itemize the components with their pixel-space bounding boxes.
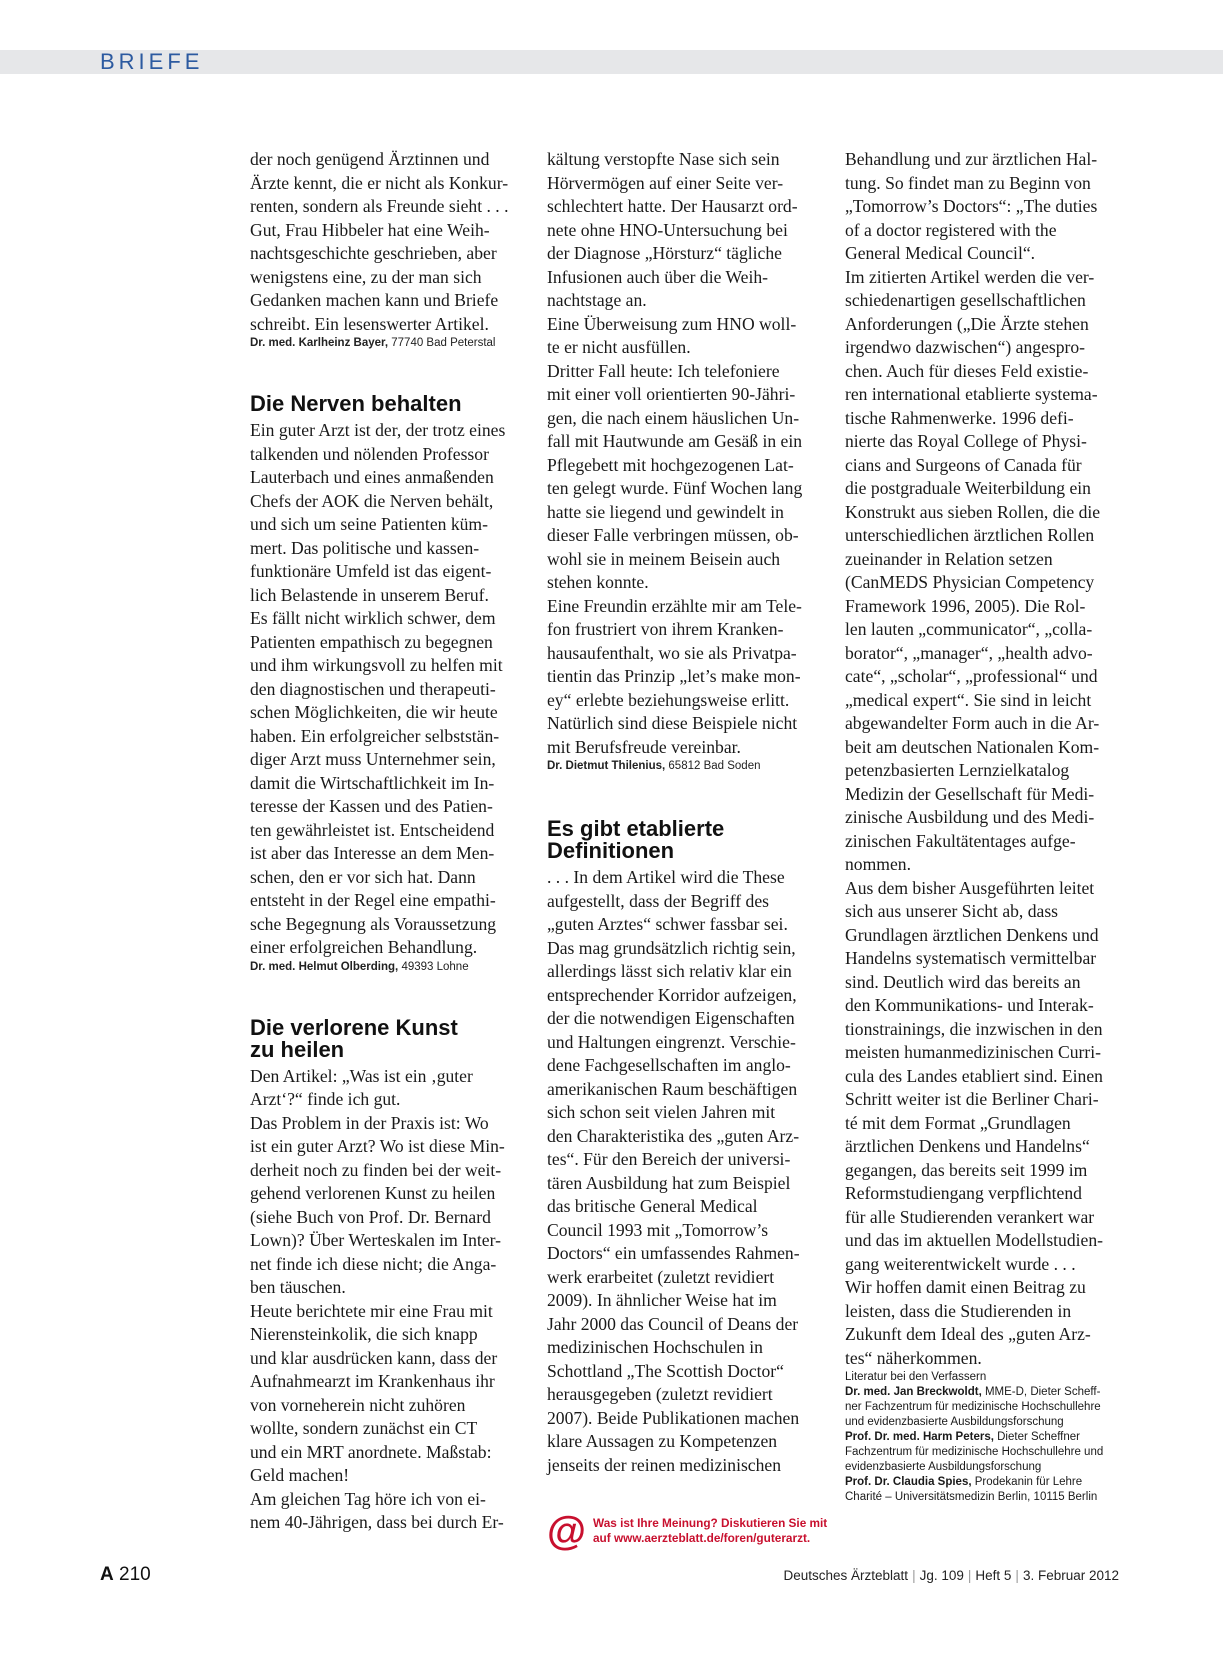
journal-footer — [784, 1568, 1120, 1583]
author-affiliation: Dieter Scheffner Fachzentrum für medizinische Hochschullehre und evidenzbasierte Ausbildungsforschung — [845, 1431, 1104, 1473]
column-3 — [845, 148, 1127, 1505]
author-affiliation: MME-D, Dieter Scheff- ner Fachzentrum für medizinische Hochschullehre und evidenzbasierte Ausbildungsforschung — [845, 1386, 1101, 1428]
journal-date: 3. Februar 2012 — [1022, 1568, 1119, 1583]
footer-separator: | — [912, 1568, 916, 1583]
journal-volume: Jg. 109 — [919, 1568, 964, 1583]
letter-text: der noch genügend Ärztinnen und Ärzte kennt, die er nicht als Konkur- renten, sondern als Freunde sieht . . . Gut, Frau Hibbeler hat eine Weih- nachtsgeschichte geschrieben, aber wenigstens eine, zu der man sich Gedanken machen kann und Briefe schreibt. Ein lesenswerter Artikel. — [250, 149, 509, 334]
letter-heading: Die Nerven behalten — [250, 391, 462, 416]
column-2 — [547, 148, 820, 1477]
section-label: BRIEFE — [100, 49, 204, 74]
journal-name: Deutsches Ärzteblatt — [783, 1568, 909, 1583]
footer-separator: | — [1015, 1568, 1019, 1583]
letter-text: . . . In dem Artikel wird die These aufgestellt, dass der Begriff des „guten Arztes“ schwer fassbar sei. Das mag grundsätzlich richtig sein, allerdings lässt sich relativ klar ein entsprechender Korridor aufzeigen, der die notwendigen Eigenschaften und Haltungen eingrenzt. Verschie- dene Fachgesellschaften im anglo- amerikanischen Raum beschäftigen sich schon seit vielen Jahren mit den Charakteristika des „guten Arz- tes“. Für den Bereich der universi- tären Ausbildung hat zum Beispiel das britische General Medical Council 1993 mit „Tomorrow’s Doctors“ ein umfassendes Rahmen- werk erarbeitet (zuletzt revidiert 2009). In ähnlicher Weise hat im Jahr 2000 das Council of Deans der medizinischen Hochschulen in Schottland „The Scottish Doctor“ herausgegeben (zuletzt revidiert 2007). Beide Publikationen machen klare Aussagen zu Kompetenzen jenseits der reinen medizinischen — [547, 867, 800, 1475]
letter-heading: Es gibt etablierte Definitionen — [547, 816, 725, 863]
author-block — [845, 1475, 1127, 1505]
footer-separator: | — [967, 1568, 972, 1583]
page-prefix: A — [100, 1564, 114, 1585]
author-place: 65812 Bad Soden — [665, 760, 761, 772]
page-number-value: 210 — [113, 1564, 151, 1585]
author-name: Prof. Dr. Claudia Spies, — [845, 1476, 972, 1488]
letter-signature — [547, 759, 820, 774]
letter-signature — [250, 960, 522, 975]
letter-text: Den Artikel: „Was ist ein ‚guter Arzt‘?“ finde ich gut. Das Problem in der Praxis ist: Wo ist ein guter Arzt? Wo ist diese Min- derheit noch zu finden bei der weit- gehend verlorenen Kunst zu heilen (siehe Buch von Prof. Dr. Bernard Lown)? Über Werteskalen im Inter- net finde ich diese nicht; die Anga- ben täuschen. Heute berichtete mir eine Frau mit Nierensteinkolik, die sich knapp und klar ausdrücken kann, dass der Aufnahmearzt im Krankenhaus ihr von vorneherein nicht zuhören wollte, sondern zunächst ein CT und ein MRT anordnete. Maßstab: Geld machen! Am gleichen Tag höre ich von ei- nem 40-Jährigen, dass bei durch Er- — [250, 1065, 505, 1532]
author-affiliation: Prodekanin für Lehre Charité – Universitätsmedizin Berlin, 10115 Berlin — [845, 1476, 1098, 1503]
author-name: Dr. Dietmut Thilenius, — [547, 760, 666, 772]
author-name: Dr. med. Helmut Olberding, — [250, 960, 399, 973]
letter-text: kältung verstopfte Nase sich sein Hörvermögen auf einer Seite ver- schlechtert hatte. Der Hausarzt ord- nete ohne HNO-Untersuchung bei der Diagnose „Hörsturz“ tägliche Infusionen auch über die Weih- nachtstage an. Eine Überweisung zum HNO woll- te er nicht ausfüllen. Dritter Fall heute: Ich telefoniere mit einer voll orientierten 90-Jähri- gen, die nach einem häuslichen Un- fall mit Hautwunde am Gesäß in ein Pflegebett mit hochgezogenen Lat- ten gelegt wurde. Fünf Wochen lang hatte sie liegend und gewindelt in dieser Falle verbringen müssen, ob- wohl sie in meinem Beisein auch stehen konnte. Eine Freundin erzählte mir am Tele- fon frustriert von ihrem Kranken- hausaufenthalt, wo sie als Privatpa- tientin das Prinzip „let’s make mon- ey“ erlebte beziehungsweise erlitt. Natürlich sind diese Beispiele nicht mit Berufsfreude vereinbar. — [547, 149, 803, 757]
journal-issue: Heft 5 — [975, 1568, 1012, 1583]
at-sign-icon: @ — [547, 1509, 587, 1553]
author-block — [845, 1385, 1127, 1430]
author-place: 49393 Lohne — [398, 960, 469, 973]
author-place: 77740 Bad Peterstal — [388, 337, 496, 349]
column-1 — [250, 148, 522, 1535]
letter-text: Behandlung und zur ärztlichen Hal- tung. So findet man zu Beginn von „Tomorrow’s Doctors“: „The duties of a doctor registered with the General Medical Council“. Im zitierten Artikel werden die ver- schiedenartigen gesellschaftlichen Anforderungen („Die Ärzte stehen irgendwo dazwischen“) angespro- chen. Auch für dieses Feld existie- ren international etablierte systema- tische Rahmenwerke. 1996 defi- nierte das Royal College of Physi- cians and Surgeons of Canada für die postgraduale Weiterbildung ein Konstrukt aus sieben Rollen, die die unterschiedlichen ärztlichen Rollen zueinander in Relation setzen (CanMEDS Physician Competency Framework 1996, 2005). Die Rol- len lauten „communicator“, „colla- borator“, „manager“, „health advo- cate“, „scholar“, „professional“ und „medical expert“. Sie sind in leicht abgewandelter Form auch in die Ar- beit am deutschen Nationalen Kom- petenzbasierten Lernzielkatalog Medizin der Gesellschaft für Medi- zinische Ausbildung und des Medi- zinischen Fakultätentages aufge- nommen. Aus dem bisher Ausgeführten leitet sich aus unserer Sicht ab, dass Grundlagen ärztlichen Denkens und Handelns systematisch vermittelbar sind. Deutlich wird das bereits an den Kommunikations- und Interak- tionstrainings, die inzwischen in den meisten humanmedizinischen Curri- cula des Landes etabliert sind. Einen Schritt weiter ist die Berliner Chari- té mit dem Format „Grundlagen ärztlichen Denkens und Handelns“ gegangen, das bereits seit 1999 im Reformstudiengang verpflichtend für alle Studierenden verankert war und das im aktuellen Modellstudien- gang weiterentwickelt wurde . . . Wir hoffen damit einen Beitrag zu leisten, dass die Studierenden in Zukunft dem Ideal des „guten Arz- tes“ näherkommen. — [845, 149, 1103, 1368]
discussion-callout[interactable] — [547, 1509, 837, 1554]
discussion-link[interactable]: Was ist Ihre Meinung? Diskutieren Sie mit auf www.aerzteblatt.de/foren/guterarzt. — [593, 1516, 828, 1545]
author-block — [845, 1430, 1127, 1475]
spacer — [547, 774, 820, 818]
author-name: Prof. Dr. med. Harm Peters, — [845, 1431, 994, 1443]
spacer — [250, 351, 522, 393]
literature-note: Literatur bei den Verfassern — [845, 1371, 987, 1383]
letter-signature — [250, 336, 522, 351]
author-name: Dr. med. Jan Breckwoldt, — [845, 1386, 982, 1398]
letter-text: Ein guter Arzt ist der, der trotz eines talkenden und nölenden Professor Lauterbach und eines anmaßenden Chefs der AOK die Nerven behält, und sich um seine Patienten küm- mert. Das politische und kassen- funktionäre Umfeld ist das eigent- lich Belastende in unserem Beruf. Es fällt nicht wirklich schwer, dem Patienten empathisch zu begegnen und ihm wirkungsvoll zu helfen mit den diagnostischen und therapeuti- schen Möglichkeiten, die wir heute haben. Ein erfolgreicher selbststän- diger Arzt muss Unternehmer sein, damit die Wirtschaftlichkeit im In- teresse der Kassen und des Patien- ten gewährleistet ist. Entscheidend ist aber das Interesse an dem Men- schen, den er vor sich hat. Dann entsteht in der Regel eine empathi- sche Begegnung als Voraussetzung einer erfolgreichen Behandlung. — [250, 420, 506, 957]
author-name: Dr. med. Karlheinz Bayer, — [250, 337, 389, 349]
letter-heading: Die verlorene Kunst zu heilen — [250, 1014, 458, 1062]
page-number — [100, 1564, 151, 1586]
spacer — [250, 975, 522, 1017]
